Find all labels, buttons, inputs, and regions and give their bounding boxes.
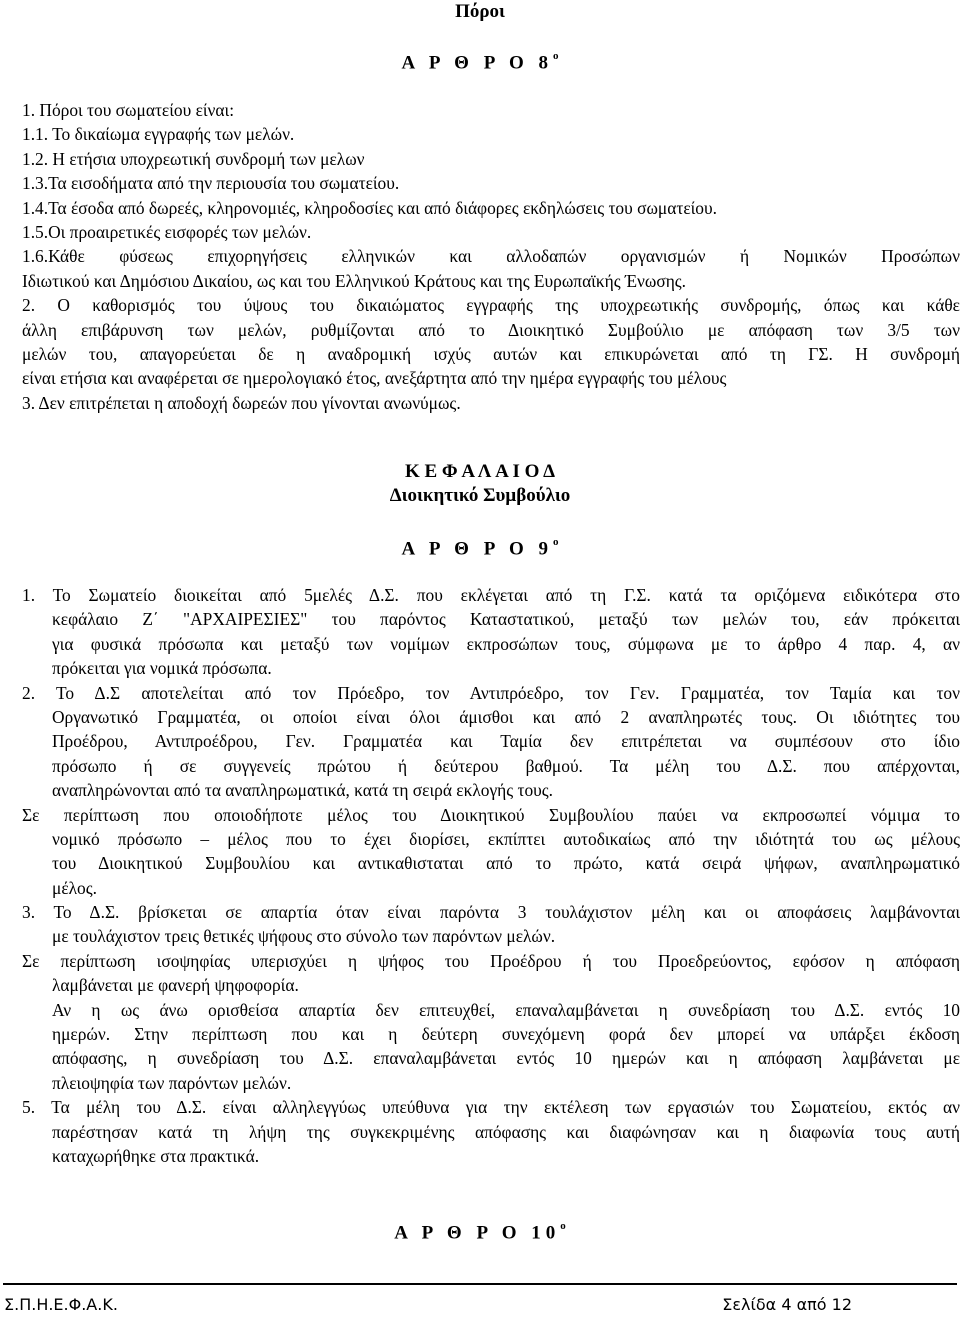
footer-divider (3, 1283, 957, 1285)
article-8-line: 1. Πόροι του σωματείου είναι: (22, 100, 235, 120)
article-9-title (0, 532, 960, 561)
article-9-line: Σε περίπτωση ισοψηφίας υπερισχύει η ψήφος του Προέδρου ή του Προεδρεύοντος, εφόσον η απόφαση (22, 950, 960, 971)
article-9-body (22, 583, 960, 1168)
chapter-subtitle: Διοικητικό Συμβούλιο (389, 485, 571, 506)
article-8-line: 3. Δεν επιτρέπεται η αποδοχή δωρεών που γίνονται ανωνύμως. (22, 392, 461, 413)
article-9-line: με τουλάχιστον τρεις θετικές ψήφους στο σύνολο των παρόντων μελών. (52, 926, 556, 947)
article-8-line: 1.4.Τα έσοδα από δωρεές, κληρονομιές, κληροδοσίες και από διάφορες εκδηλώσεις του σωματείου. (22, 197, 717, 218)
footer-page-number: Σελίδα 4 από 12 (722, 1295, 852, 1314)
article-10-title-text: Α Ρ Θ Ρ Ο 10 (394, 1222, 561, 1244)
article-9-line: Οργανωτικό Γραμματέα, οι οποίοι είναι όλοι άμισθοι και από 2 αναπληρωτές τους. Οι ιδιότητες του (52, 706, 960, 727)
article-9-line: για φυσικά πρόσωπα και μεταξύ των νομίμων εκπροσώπων τους, σύμφωνα με το άρθρο 4 παρ. 4, αν (52, 633, 960, 654)
article-9-line: πλειοψηφία των παρόντων μελών. (52, 1072, 292, 1093)
article-9-line: Σε περίπτωση που οποιοδήποτε μέλος του Διοικητικού Συμβουλίου παύει να εκπροσωπεί νόμιμα το (22, 804, 960, 825)
article-8-line: 1.6.Κάθε φύσεως επιχορηγήσεις ελληνικών και αλλοδαπών οργανισμών ή Νομικών Προσώπων (22, 246, 960, 267)
article-8-title-sup: ο (553, 50, 559, 62)
article-10-title (0, 1216, 960, 1245)
section-heading-poroi: Πόροι (455, 1, 505, 22)
article-9-line: 2. Το Δ.Σ αποτελείται από τον Πρόεδρο, τον Αντιπρόεδρο, τον Γεν. Γραμματέα, τον Ταμία και τον (22, 682, 960, 703)
article-8-line: 1.3.Τα εισοδήματα από την περιουσία του σωματείου. (22, 173, 400, 194)
article-9-line: μέλος. (52, 877, 97, 898)
article-9-line: 1. Το Σωματείο διοικείται από 5μελές Δ.Σ. που εκλέγεται από τη Γ.Σ. κατά τα οριζόμενα ειδικότερα στο (22, 585, 960, 605)
article-8-line: μελών του, απαγορεύεται δε η αναδρομική ισχύς αυτών και επικυρώνεται από τη ΓΣ. Η συνδρομή (22, 343, 960, 364)
article-9-line: του Διοικητικού Συμβουλίου και αντικαθισταται από το πρώτο, κατά σειρά ψήφων, αναπληρωματικό (52, 853, 960, 874)
article-9-line: πρόκειται για νομικά πρόσωπα. (52, 658, 272, 679)
chapter-title: Κ Ε Φ Α Λ Α Ι Ο Δ (404, 461, 556, 482)
article-9-title-text: Α Ρ Θ Ρ Ο 9 (401, 538, 554, 560)
article-8-line: Ιδιωτικού και Δημόσιου Δικαίου, ως και του Ελληνικού Κράτους και της Ευρωπαϊκής Ένωσης. (22, 270, 687, 291)
article-10-title-sup: ο (560, 1220, 566, 1232)
article-9-line: νομικό πρόσωπο – μέλος που το έχει διορίσει, εκπίπτει αυτοδικαίως από την ιδιότητά του ως μέλους (52, 828, 960, 849)
article-9-line: Αν η ως άνω ορισθείσα απαρτία δεν επιτευχθεί, επαναλαμβάνεται η συνεδρίαση του Δ.Σ. εντός 10 (52, 999, 960, 1020)
article-9-line: Προέδρου, Αντιπροέδρου, Γεν. Γραμματέα και Ταμία δεν επιτρέπεται να συμπέσουν στο ίδιο (52, 731, 960, 752)
article-9-line: αναπληρώνονται από τα αναπληρωματικά, κατά τη σειρά εκλογής τους. (52, 780, 554, 801)
article-8-title-text: Α Ρ Θ Ρ Ο 8 (401, 52, 554, 74)
article-8-line: 2. Ο καθορισμός του ύψους του δικαιώματος εγγραφής της υποχρεωτικής συνδρομής, όπως και κάθε (22, 295, 960, 316)
article-8-line: άλλη επιβάρυνση των μελών, ρυθμίζονται από το Διοικητικό Συμβούλιο με απόφαση των 3/5 των (22, 319, 960, 340)
article-9-line: 3. Το Δ.Σ. βρίσκεται σε απαρτία όταν είναι παρόντα 3 τουλάχιστον μέλη και οι αποφάσεις λαμβάνονται (22, 902, 960, 923)
article-8-line: 1.2. Η ετήσια υποχρεωτική συνδρομή των μελων (22, 148, 365, 169)
article-8-line: 1.1. Το δικαίωμα εγγραφής των μελών. (22, 124, 295, 145)
article-9-line: 5. Τα μέλη του Δ.Σ. είναι αλληλεγγύως υπεύθυνα για την εκτέλεση των εργασιών του Σωματείου, εκτός αν (22, 1097, 960, 1118)
article-9-line: απόφασης, η συνεδρίαση του Δ.Σ. επαναλαμβάνεται εντός 10 ημερών και η απόφαση λαμβάνεται με (52, 1048, 960, 1069)
article-9-title-sup: ο (553, 536, 559, 548)
article-8-body (22, 98, 960, 415)
article-9-line: ημερών. Στην περίπτωση που και η δεύτερη συνεχόμενη φορά δεν μπορεί να υπάρξει έκδοση (52, 1024, 960, 1045)
article-9-line: κεφάλαιο Ζ΄ "ΑΡΧΑΙΡΕΣΙΕΣ" του παρόντος Καταστατικού, μεταξύ των μελών του, εάν πρόκειται (52, 609, 960, 630)
article-9-line: λαμβάνεται με φανερή ψηφοφορία. (52, 975, 299, 996)
article-8-line: είναι ετήσια και αναφέρεται σε ημερολογιακό έτος, ανεξάρτητα από την ημέρα εγγραφής του μέλους (22, 368, 727, 389)
article-9-line: καταχωρήθηκε στα πρακτικά. (52, 1145, 260, 1166)
article-9-line: παρέστησαν κατά τη λήψη της συγκεκριμένης απόφασης και διαφώνησαν και η διαφωνία τους αυτή (52, 1121, 960, 1142)
article-8-title (0, 46, 960, 75)
footer-org: Σ.Π.Η.Ε.Φ.Α.Κ. (4, 1295, 118, 1314)
article-9-line: πρόσωπο ή σε συγγενείς πρώτου ή δεύτερου βαθμού. Τα μέλη του Δ.Σ. που απέρχονται, (52, 755, 960, 776)
article-8-line: 1.5.Οι προαιρετικές εισφορές των μελών. (22, 221, 312, 242)
